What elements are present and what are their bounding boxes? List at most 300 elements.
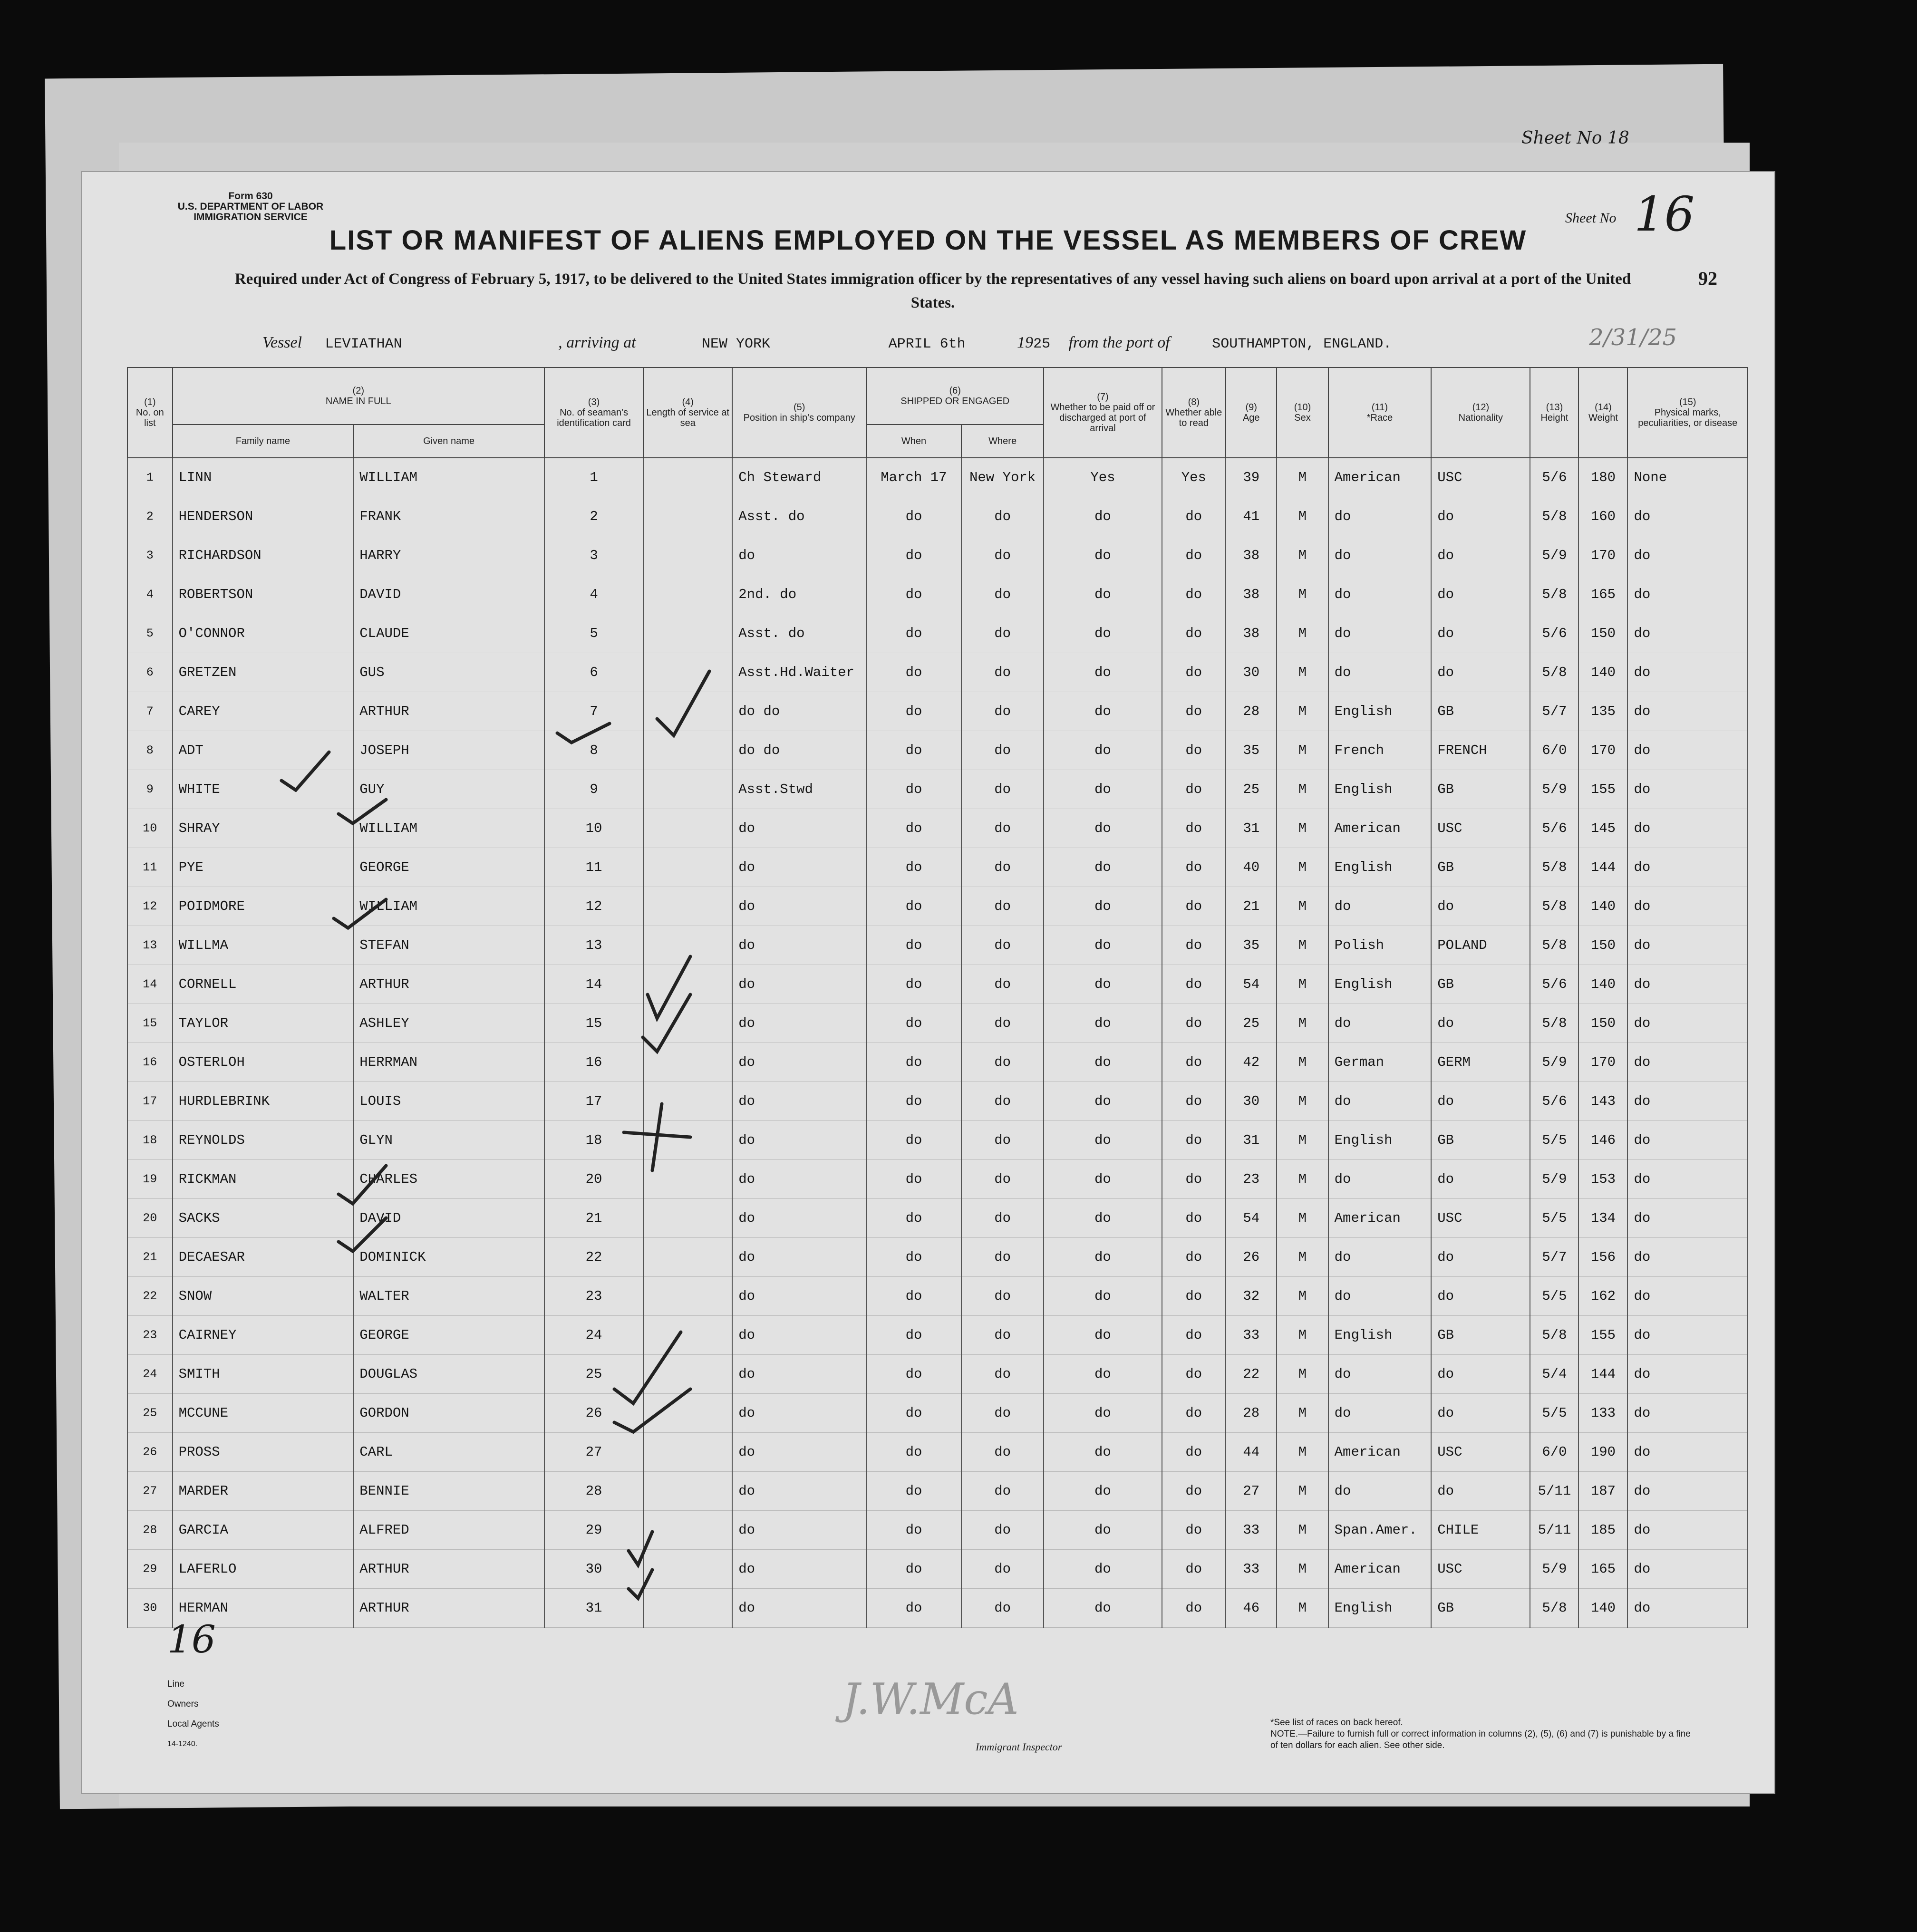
cell-race: do: [1328, 497, 1432, 536]
cell-height: 5/8: [1530, 1316, 1578, 1355]
cell-height: 5/9: [1530, 1043, 1578, 1082]
cell-physical-marks: do: [1627, 536, 1748, 575]
cell-shipped-where: do: [961, 770, 1044, 809]
cell-able-to-read: do: [1162, 1550, 1226, 1589]
table-row: [127, 809, 1748, 848]
cell-shipped-when: do: [866, 1277, 961, 1316]
cell-age: 25: [1226, 1004, 1277, 1043]
cell-nationality: POLAND: [1431, 926, 1530, 965]
cell-service-length: [643, 1394, 732, 1433]
cell-card-number: 10: [544, 809, 643, 848]
cell-paid-off: do: [1044, 1394, 1162, 1433]
cell-row-number: 24: [127, 1355, 173, 1394]
cell-weight: 146: [1578, 1121, 1627, 1160]
cell-paid-off: do: [1044, 848, 1162, 887]
cell-service-length: [643, 1160, 732, 1199]
cell-shipped-where: do: [961, 1433, 1044, 1472]
cell-shipped-where: do: [961, 1238, 1044, 1277]
cell-paid-off: do: [1044, 770, 1162, 809]
table-row: [127, 1121, 1748, 1160]
cell-shipped-when: do: [866, 809, 961, 848]
cell-nationality: GERM: [1431, 1043, 1530, 1082]
cell-card-number: 12: [544, 887, 643, 926]
cell-sex: M: [1277, 575, 1328, 614]
cell-weight: 162: [1578, 1277, 1627, 1316]
cell-height: 5/6: [1530, 458, 1578, 497]
cell-shipped-when: do: [866, 1550, 961, 1589]
cell-shipped-where: do: [961, 1550, 1044, 1589]
table-row: [127, 1316, 1748, 1355]
cell-position: do: [732, 809, 866, 848]
year-prefix: 19: [1017, 334, 1034, 351]
cell-nationality: do: [1431, 614, 1530, 653]
cell-card-number: 28: [544, 1472, 643, 1511]
cell-sex: M: [1277, 614, 1328, 653]
table-row: [127, 692, 1748, 731]
cell-position: do: [732, 1550, 866, 1589]
cell-paid-off: do: [1044, 1511, 1162, 1550]
cell-able-to-read: do: [1162, 1472, 1226, 1511]
cell-race: do: [1328, 1355, 1432, 1394]
cell-given-name: ARTHUR: [353, 692, 544, 731]
cell-family-name: LINN: [173, 458, 354, 497]
cell-weight: 187: [1578, 1472, 1627, 1511]
cell-height: 5/6: [1530, 965, 1578, 1004]
table-row: [127, 1238, 1748, 1277]
cell-service-length: [643, 1277, 732, 1316]
cell-physical-marks: do: [1627, 1355, 1748, 1394]
cell-shipped-where: do: [961, 692, 1044, 731]
cell-able-to-read: do: [1162, 1004, 1226, 1043]
cell-age: 28: [1226, 692, 1277, 731]
cell-shipped-where: do: [961, 575, 1044, 614]
cell-race: English: [1328, 965, 1432, 1004]
cell-position: Asst.Stwd: [732, 770, 866, 809]
page-subtitle: Required under Act of Congress of February 5, 1917, to be delivered to the United States immigration officer by the representatives of any vessel having such aliens on board upon arrival at a port of the United States.: [234, 270, 1631, 311]
cell-paid-off: do: [1044, 1316, 1162, 1355]
cell-service-length: [643, 458, 732, 497]
cell-paid-off: do: [1044, 1589, 1162, 1628]
cell-row-number: 30: [127, 1589, 173, 1628]
cell-service-length: [643, 1121, 732, 1160]
cell-weight: 133: [1578, 1394, 1627, 1433]
cell-race: do: [1328, 653, 1432, 692]
sheet-number: 16: [1634, 186, 1695, 242]
cell-shipped-when: do: [866, 1043, 961, 1082]
cell-race: do: [1328, 1394, 1432, 1433]
table-row: [127, 1355, 1748, 1394]
cell-given-name: CLAUDE: [353, 614, 544, 653]
col-header-height: (13) Height: [1530, 367, 1578, 458]
cell-row-number: 28: [127, 1511, 173, 1550]
cell-sex: M: [1277, 731, 1328, 770]
cell-age: 54: [1226, 1199, 1277, 1238]
cell-sex: M: [1277, 692, 1328, 731]
table-row: [127, 575, 1748, 614]
cell-row-number: 5: [127, 614, 173, 653]
cell-shipped-where: do: [961, 536, 1044, 575]
cell-card-number: 26: [544, 1394, 643, 1433]
cell-family-name: PROSS: [173, 1433, 354, 1472]
cell-shipped-when: do: [866, 1433, 961, 1472]
cell-physical-marks: do: [1627, 1316, 1748, 1355]
cell-race: English: [1328, 770, 1432, 809]
cell-sex: M: [1277, 1589, 1328, 1628]
cell-shipped-when: do: [866, 731, 961, 770]
cell-able-to-read: do: [1162, 692, 1226, 731]
cell-nationality: CHILE: [1431, 1511, 1530, 1550]
cell-family-name: O'CONNOR: [173, 614, 354, 653]
cell-age: 40: [1226, 848, 1277, 887]
cell-shipped-where: do: [961, 1316, 1044, 1355]
cell-family-name: HENDERSON: [173, 497, 354, 536]
cell-shipped-where: do: [961, 926, 1044, 965]
cell-paid-off: do: [1044, 1550, 1162, 1589]
cell-nationality: GB: [1431, 1316, 1530, 1355]
cell-given-name: GUS: [353, 653, 544, 692]
cell-paid-off: do: [1044, 1433, 1162, 1472]
cell-family-name: GARCIA: [173, 1511, 354, 1550]
cell-card-number: 31: [544, 1589, 643, 1628]
cell-row-number: 11: [127, 848, 173, 887]
cell-able-to-read: do: [1162, 497, 1226, 536]
cell-age: 21: [1226, 887, 1277, 926]
cell-card-number: 20: [544, 1160, 643, 1199]
cell-weight: 140: [1578, 1589, 1627, 1628]
cell-able-to-read: do: [1162, 575, 1226, 614]
cell-age: 38: [1226, 536, 1277, 575]
cell-race: do: [1328, 614, 1432, 653]
cell-shipped-when: do: [866, 497, 961, 536]
cell-position: do: [732, 848, 866, 887]
table-row: [127, 1511, 1748, 1550]
cell-card-number: 29: [544, 1511, 643, 1550]
form-identifier: [172, 191, 329, 222]
cell-sex: M: [1277, 1082, 1328, 1121]
departure-port: SOUTHAMPTON, ENGLAND.: [1212, 336, 1392, 352]
cell-card-number: 23: [544, 1277, 643, 1316]
cell-paid-off: do: [1044, 926, 1162, 965]
department-name: U.S. DEPARTMENT OF LABOR: [177, 201, 324, 212]
cell-weight: 170: [1578, 1043, 1627, 1082]
cell-row-number: 22: [127, 1277, 173, 1316]
cell-family-name: RICKMAN: [173, 1160, 354, 1199]
cell-weight: 155: [1578, 770, 1627, 809]
cell-able-to-read: do: [1162, 848, 1226, 887]
cell-service-length: [643, 1589, 732, 1628]
footer-owners-label: Owners: [167, 1699, 199, 1709]
cell-able-to-read: do: [1162, 1433, 1226, 1472]
table-row: [127, 1199, 1748, 1238]
cell-position: do: [732, 1277, 866, 1316]
cell-service-length: [643, 497, 732, 536]
cell-physical-marks: do: [1627, 1004, 1748, 1043]
cell-family-name: POIDMORE: [173, 887, 354, 926]
cell-race: German: [1328, 1043, 1432, 1082]
cell-position: do: [732, 1004, 866, 1043]
cell-shipped-when: do: [866, 770, 961, 809]
cell-row-number: 2: [127, 497, 173, 536]
cell-position: do do: [732, 692, 866, 731]
cell-nationality: GB: [1431, 1121, 1530, 1160]
cell-physical-marks: do: [1627, 575, 1748, 614]
cell-able-to-read: do: [1162, 653, 1226, 692]
cell-physical-marks: do: [1627, 653, 1748, 692]
cell-position: do: [732, 1472, 866, 1511]
cell-row-number: 9: [127, 770, 173, 809]
table-row: [127, 770, 1748, 809]
cell-age: 33: [1226, 1511, 1277, 1550]
table-row: [127, 497, 1748, 536]
cell-service-length: [643, 1043, 732, 1082]
cell-paid-off: do: [1044, 1238, 1162, 1277]
cell-given-name: HARRY: [353, 536, 544, 575]
cell-nationality: do: [1431, 1082, 1530, 1121]
cell-shipped-where: do: [961, 809, 1044, 848]
cell-height: 5/8: [1530, 575, 1578, 614]
cell-position: Asst.Hd.Waiter: [732, 653, 866, 692]
cell-weight: 144: [1578, 848, 1627, 887]
cell-given-name: ARTHUR: [353, 965, 544, 1004]
cell-shipped-when: do: [866, 1472, 961, 1511]
cell-weight: 144: [1578, 1355, 1627, 1394]
cell-position: do: [732, 926, 866, 965]
cell-shipped-when: do: [866, 887, 961, 926]
cell-row-number: 27: [127, 1472, 173, 1511]
cell-height: 5/5: [1530, 1121, 1578, 1160]
cell-height: 5/8: [1530, 926, 1578, 965]
cell-shipped-where: do: [961, 1004, 1044, 1043]
cell-physical-marks: do: [1627, 1277, 1748, 1316]
col-header-race: (11) *Race: [1328, 367, 1432, 458]
cell-row-number: 18: [127, 1121, 173, 1160]
cell-row-number: 19: [127, 1160, 173, 1199]
cell-race: Polish: [1328, 926, 1432, 965]
cell-family-name: SHRAY: [173, 809, 354, 848]
cell-physical-marks: do: [1627, 1082, 1748, 1121]
cell-nationality: do: [1431, 653, 1530, 692]
inspector-signature: J.W.McA: [842, 1674, 1019, 1724]
cell-position: do: [732, 1394, 866, 1433]
cell-nationality: do: [1431, 887, 1530, 926]
cell-paid-off: do: [1044, 1277, 1162, 1316]
cell-family-name: MCCUNE: [173, 1394, 354, 1433]
cell-race: American: [1328, 1550, 1432, 1589]
cell-shipped-when: do: [866, 1355, 961, 1394]
cell-nationality: do: [1431, 1355, 1530, 1394]
table-row: [127, 926, 1748, 965]
cell-physical-marks: do: [1627, 1511, 1748, 1550]
cell-weight: 155: [1578, 1316, 1627, 1355]
cell-family-name: ADT: [173, 731, 354, 770]
cell-position: do: [732, 887, 866, 926]
footer-line-label: Line: [167, 1679, 184, 1689]
cell-age: 27: [1226, 1472, 1277, 1511]
cell-nationality: USC: [1431, 1550, 1530, 1589]
cell-given-name: GORDON: [353, 1394, 544, 1433]
table-row: [127, 1472, 1748, 1511]
cell-nationality: do: [1431, 1238, 1530, 1277]
cell-able-to-read: do: [1162, 1394, 1226, 1433]
cell-position: 2nd. do: [732, 575, 866, 614]
cell-paid-off: do: [1044, 1004, 1162, 1043]
cell-weight: 170: [1578, 536, 1627, 575]
cell-age: 41: [1226, 497, 1277, 536]
cell-given-name: GLYN: [353, 1121, 544, 1160]
cell-nationality: GB: [1431, 692, 1530, 731]
cell-shipped-where: do: [961, 887, 1044, 926]
cell-sex: M: [1277, 770, 1328, 809]
cell-race: do: [1328, 575, 1432, 614]
cell-given-name: CARL: [353, 1433, 544, 1472]
table-row: [127, 887, 1748, 926]
crew-manifest-table: [127, 367, 1748, 1628]
cell-position: do: [732, 1355, 866, 1394]
cell-height: 5/5: [1530, 1199, 1578, 1238]
cell-position: Asst. do: [732, 614, 866, 653]
cell-able-to-read: do: [1162, 770, 1226, 809]
cell-weight: 134: [1578, 1199, 1627, 1238]
cell-age: 54: [1226, 965, 1277, 1004]
cell-age: 46: [1226, 1589, 1277, 1628]
cell-able-to-read: do: [1162, 614, 1226, 653]
cell-shipped-where: do: [961, 848, 1044, 887]
cell-family-name: DECAESAR: [173, 1238, 354, 1277]
cell-age: 33: [1226, 1550, 1277, 1589]
cell-race: American: [1328, 809, 1432, 848]
cell-race: do: [1328, 1238, 1432, 1277]
form-number: Form 630: [228, 191, 273, 202]
cell-family-name: MARDER: [173, 1472, 354, 1511]
cell-card-number: 13: [544, 926, 643, 965]
cell-age: 42: [1226, 1043, 1277, 1082]
cell-row-number: 13: [127, 926, 173, 965]
cell-family-name: CAREY: [173, 692, 354, 731]
cell-physical-marks: do: [1627, 1472, 1748, 1511]
manifest-page: [81, 171, 1775, 1794]
cell-race: English: [1328, 1316, 1432, 1355]
cell-service-length: [643, 1082, 732, 1121]
cell-weight: 140: [1578, 653, 1627, 692]
cell-row-number: 8: [127, 731, 173, 770]
cell-nationality: do: [1431, 497, 1530, 536]
cell-position: do: [732, 1511, 866, 1550]
arrival-date: APRIL 6th: [888, 336, 966, 352]
cell-age: 31: [1226, 1121, 1277, 1160]
col-header-no: (1) No. on list: [127, 367, 173, 458]
cell-sex: M: [1277, 458, 1328, 497]
table-row: [127, 1394, 1748, 1433]
cell-weight: 143: [1578, 1082, 1627, 1121]
cell-height: 5/5: [1530, 1394, 1578, 1433]
cell-family-name: REYNOLDS: [173, 1121, 354, 1160]
cell-card-number: 22: [544, 1238, 643, 1277]
cell-race: English: [1328, 1589, 1432, 1628]
cell-height: 5/8: [1530, 653, 1578, 692]
cell-card-number: 27: [544, 1433, 643, 1472]
table-row: [127, 1004, 1748, 1043]
cell-age: 32: [1226, 1277, 1277, 1316]
back-sheet-number: Sheet No 18: [1521, 128, 1629, 148]
cell-shipped-where: do: [961, 1511, 1044, 1550]
cell-shipped-where: do: [961, 1043, 1044, 1082]
cell-sex: M: [1277, 1199, 1328, 1238]
handwritten-total: 16: [167, 1617, 216, 1662]
cell-given-name: DAVID: [353, 1199, 544, 1238]
cell-paid-off: do: [1044, 536, 1162, 575]
arrival-port: NEW YORK: [702, 336, 771, 352]
cell-service-length: [643, 887, 732, 926]
cell-age: 30: [1226, 1082, 1277, 1121]
cell-paid-off: do: [1044, 1160, 1162, 1199]
cell-paid-off: do: [1044, 1082, 1162, 1121]
cell-weight: 140: [1578, 887, 1627, 926]
cell-shipped-when: do: [866, 653, 961, 692]
cell-service-length: [643, 926, 732, 965]
year-suffix: 25: [1033, 336, 1051, 352]
cell-service-length: [643, 965, 732, 1004]
cell-family-name: HURDLEBRINK: [173, 1082, 354, 1121]
cell-age: 44: [1226, 1433, 1277, 1472]
cell-age: 38: [1226, 614, 1277, 653]
cell-shipped-where: do: [961, 1199, 1044, 1238]
manifest-rows: [127, 458, 1748, 1628]
cell-sex: M: [1277, 1160, 1328, 1199]
col-header-age: (9) Age: [1226, 367, 1277, 458]
cell-sex: M: [1277, 1121, 1328, 1160]
cell-nationality: GB: [1431, 770, 1530, 809]
cell-given-name: WALTER: [353, 1277, 544, 1316]
cell-physical-marks: None: [1627, 458, 1748, 497]
cell-shipped-when: do: [866, 1160, 961, 1199]
cell-height: 6/0: [1530, 731, 1578, 770]
cell-row-number: 7: [127, 692, 173, 731]
cell-race: do: [1328, 1277, 1432, 1316]
cell-position: do: [732, 1121, 866, 1160]
table-row: [127, 1160, 1748, 1199]
table-row: [127, 614, 1748, 653]
col-header-read: (8) Whether able to read: [1162, 367, 1226, 458]
col-header-when: When: [866, 425, 961, 458]
cell-card-number: 7: [544, 692, 643, 731]
table-row: [127, 1043, 1748, 1082]
cell-given-name: WILLIAM: [353, 887, 544, 926]
cell-paid-off: do: [1044, 1199, 1162, 1238]
cell-sex: M: [1277, 497, 1328, 536]
cell-able-to-read: Yes: [1162, 458, 1226, 497]
cell-race: do: [1328, 1004, 1432, 1043]
cell-given-name: WILLIAM: [353, 809, 544, 848]
cell-shipped-when: do: [866, 1199, 961, 1238]
footer-notes: [1270, 1717, 1698, 1751]
col-header-sex: (10) Sex: [1277, 367, 1328, 458]
cell-sex: M: [1277, 1316, 1328, 1355]
cell-shipped-where: do: [961, 1082, 1044, 1121]
inspector-label: Immigrant Inspector: [976, 1741, 1062, 1753]
cell-given-name: JOSEPH: [353, 731, 544, 770]
cell-nationality: do: [1431, 575, 1530, 614]
cell-shipped-when: do: [866, 1316, 961, 1355]
cell-paid-off: do: [1044, 653, 1162, 692]
cell-given-name: DOMINICK: [353, 1238, 544, 1277]
cell-able-to-read: do: [1162, 1355, 1226, 1394]
cell-card-number: 2: [544, 497, 643, 536]
cell-given-name: FRANK: [353, 497, 544, 536]
cell-service-length: [643, 1238, 732, 1277]
cell-shipped-when: do: [866, 1394, 961, 1433]
cell-physical-marks: do: [1627, 770, 1748, 809]
cell-able-to-read: do: [1162, 536, 1226, 575]
